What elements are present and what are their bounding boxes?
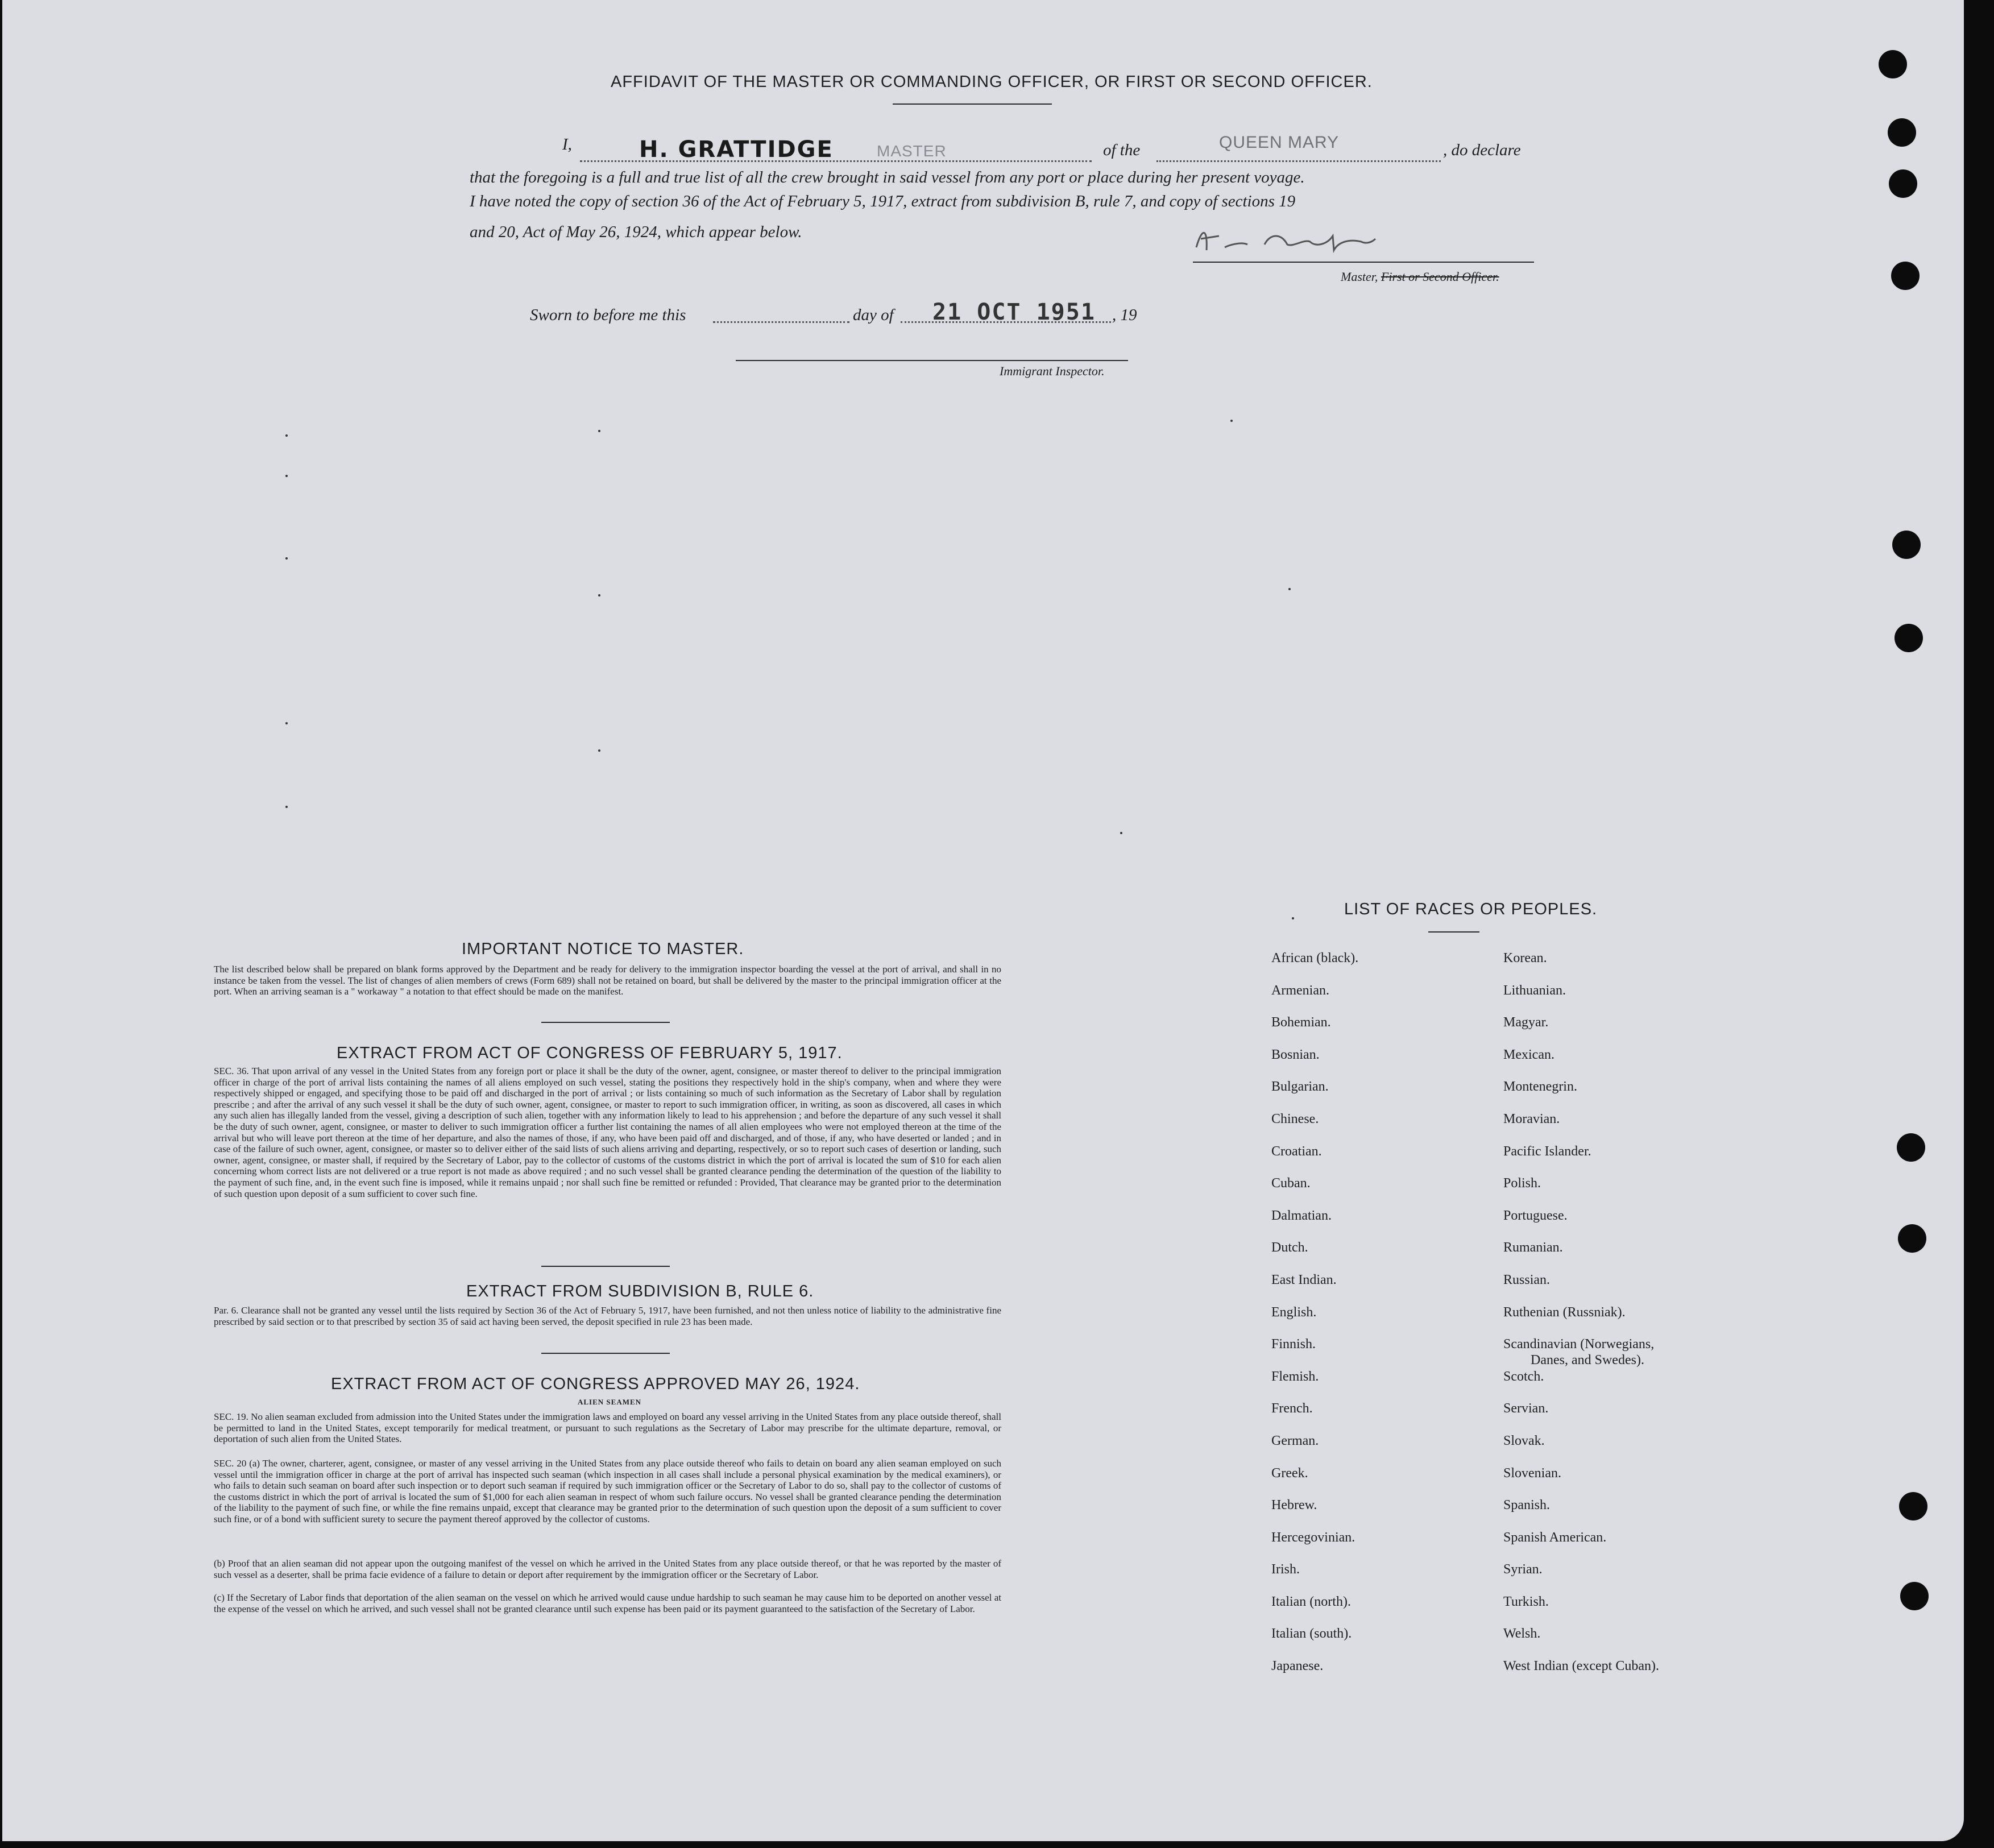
races-left-column [1271, 951, 1358, 1691]
race-item: Magyar. [1503, 1015, 1549, 1030]
binder-hole [1879, 50, 1907, 78]
race-item: Japanese. [1271, 1659, 1324, 1674]
race-item: Lithuanian. [1503, 983, 1566, 998]
race-item: Slovenian. [1503, 1465, 1561, 1481]
race-item: Korean. [1503, 951, 1547, 966]
race-item: English. [1271, 1304, 1317, 1320]
race-item: Bulgarian. [1271, 1079, 1329, 1095]
extract-rule6-text: Par. 6. Clearance shall not be granted any vessel until the lists required by Section 36 of the Act of February 5, 1917, have been furnished, and not then unless notice of liability to the administrative fine prescribed by said section or to that prescribed by section 35 of said act having been served, the deposit specified in rule 23 has been made. [214, 1305, 1001, 1327]
binder-hole [1891, 262, 1920, 290]
race-item: Bohemian. [1271, 1015, 1331, 1030]
title-underline [893, 103, 1052, 105]
extract-1924-sec20b: (b) Proof that an alien seaman did not appear upon the outgoing manifest of the vessel on which he arrived in the United States from any place outside thereof, or that he was reported by the master of such vessel as a deserter, shall be prima facie evidence of a failure to detain or deport after requirement by the immigration officer or the Secretary of Labor. [214, 1558, 1001, 1580]
race-item: Cuban. [1271, 1176, 1311, 1191]
race-item: Dalmatian. [1271, 1208, 1332, 1223]
master-stamp: MASTER [877, 142, 947, 160]
affidavit-line-2: that the foregoing is a full and true list of all the crew brought in said vessel from any port or place during her present voyage. [470, 168, 1305, 187]
binder-hole [1899, 1492, 1927, 1520]
race-item: Ruthenian (Russniak). [1503, 1304, 1626, 1320]
speck [285, 475, 288, 477]
of-the-label: of the [1103, 141, 1141, 159]
binder-hole [1892, 531, 1921, 559]
binder-hole [1898, 1224, 1926, 1253]
race-item: Servian. [1503, 1401, 1549, 1416]
affidavit-line-4: and 20, Act of May 26, 1924, which appear below. [470, 223, 802, 241]
race-item: Rumanian. [1503, 1240, 1563, 1256]
signature-caption: Master, First or Second Officer. [1341, 270, 1499, 284]
affidavit-title: AFFIDAVIT OF THE MASTER OR COMMANDING OFFICER, OR FIRST OR SECOND OFFICER. [611, 73, 1373, 91]
extract-1917-title: EXTRACT FROM ACT OF CONGRESS OF FEBRUARY 5, 1917. [337, 1044, 843, 1062]
signature-line [1193, 262, 1534, 263]
race-item: Portuguese. [1503, 1208, 1568, 1223]
race-item: Scandinavian (Norwegians, [1503, 1337, 1655, 1352]
race-item: Flemish. [1271, 1369, 1319, 1384]
extract-1924-sec20a: SEC. 20 (a) The owner, charterer, agent, consignee, or master of any vessel arriving in the United States from any place outside thereof who fails to detain on board any alien seaman employed on such vessel until the immigration officer in charge at the port of arrival has inspected such seaman (which inspection in all cases shall include a personal physical examination by the medical examiners), or who fails to detain such seaman on board after such inspection or to deport such seaman if required by such immigration officer or the Secretary of Labor to do so, shall pay to the collector of customs of the customs district in which the port of arrival is located the sum of $1,000 for each alien seaman in respect of whom such failure occurs. No vessel shall be granted clearance pending the determination of the liability to the payment of such fine, or while the fine remains unpaid, except that clearance may be granted prior to the determination of such question upon the deposit of a sum sufficient to cover such fine, or of a bond with sufficient surety to secure the payment thereof approved by the collector of customs. [214, 1458, 1001, 1524]
sworn-label: Sworn to before me this [530, 306, 686, 324]
races-right-column [1503, 951, 1659, 1691]
do-declare-label: , do declare [1443, 141, 1521, 159]
race-item: Russian. [1503, 1272, 1551, 1287]
inspector-line [736, 360, 1128, 361]
race-item: Chinese. [1271, 1111, 1319, 1126]
divider [541, 1266, 670, 1267]
race-item: Polish. [1503, 1176, 1541, 1191]
race-item: African (black). [1271, 951, 1359, 966]
race-item: Pacific Islander. [1503, 1143, 1591, 1159]
binder-hole [1888, 118, 1916, 147]
race-item: Mexican. [1503, 1047, 1554, 1062]
speck [285, 557, 288, 560]
speck [1292, 917, 1294, 919]
race-item: Armenian. [1271, 983, 1329, 998]
extract-rule6-title: EXTRACT FROM SUBDIVISION B, RULE 6. [466, 1282, 814, 1300]
divider [541, 1022, 670, 1023]
date-stamp: 21 OCT 1951 [932, 299, 1096, 325]
speck [598, 594, 600, 596]
day-blank [713, 321, 849, 323]
race-item: Italian (north). [1271, 1594, 1351, 1609]
notice-title: IMPORTANT NOTICE TO MASTER. [462, 940, 744, 958]
race-item: Italian (south). [1271, 1626, 1352, 1642]
divider [541, 1353, 670, 1354]
binder-hole [1900, 1582, 1929, 1610]
speck [285, 806, 288, 808]
speck [1120, 832, 1122, 834]
races-title-underline [1428, 931, 1479, 933]
affidavit-line-3: I have noted the copy of section 36 of the Act of February 5, 1917, extract from subdivision B, rule 7, and copy of sections 19 [470, 192, 1296, 210]
race-item: Welsh. [1503, 1626, 1541, 1642]
binder-hole [1894, 624, 1923, 652]
master-signature [1191, 216, 1384, 262]
race-item: Syrian. [1503, 1562, 1543, 1577]
scandinavian-continued: Danes, and Swedes). [1531, 1353, 1644, 1368]
extract-1924-sec19: SEC. 19. No alien seaman excluded from admission into the United States under the immigration laws and employed on board any vessel arriving in the United States from any place outside thereof, shall be permitted to land in the United States, except temporarily for medical treatment, or pursuant to such regulations as the Secretary of Labor may prescribe for the ultimate departure, removal, or deportation of such alien from the United States. [214, 1411, 1001, 1445]
race-item: Spanish American. [1503, 1530, 1607, 1545]
race-item: Finnish. [1271, 1337, 1316, 1352]
speck [285, 434, 288, 437]
speck [598, 430, 600, 432]
race-item: Irish. [1271, 1562, 1300, 1577]
race-item: Bosnian. [1271, 1047, 1320, 1062]
race-item: French. [1271, 1401, 1313, 1416]
extract-1917-text: SEC. 36. That upon arrival of any vessel in the United States from any foreign port or place it shall be the duty of the owner, agent, consignee, or master thereof to deliver to the principal immigration officer in charge of the port of arrival lists containing the names of all aliens employed on such vessel, stating the positions they respectively hold in the ship's company, when and where they were respectively shipped or engaged, and specifying those to be paid off and discharged in the port of arrival ; or lists containing so much of such information as the Secretary of Labor shall by regulation prescribe ; and after the arrival of any such vessel it shall be the duty of such owner, agent, consignee, or master to report to such immigration officer, in writing, as soon as discovered, all cases in which any such alien has illegally landed from the vessel, giving a description of such alien, together with any information likely to lead to his apprehension ; and before the departure of any such vessel it shall be the duty of such owner, agent, consignee, or master to deliver to such immigration officer a further list containing the names of all alien employees who were not employed thereon at the time of the arrival but who will leave port thereon at the time of her departure, and also the names of those, if any, who have been paid off and discharged, and of those, if any, who have deserted or landed ; and in case of the failure of such owner, agent, consignee, or master so to deliver either of the said lists of such aliens arriving and departing, respectively, or so to report such cases of desertion or landing, such owner, agent, consignee, or master shall, if required by the Secretary of Labor, pay to the collector of customs of the customs district in which the port of arrival is located the sum of $10 for each alien concerning whom correct lists are not delivered or a true report is not made as above required ; and no such vessel shall be granted clearance pending the determination of the question of the liability to the payment of such fine, and, in the event such fine is imposed, while it remains unpaid ; nor shall such fine be remitted or refunded : Provided, That clearance may be granted prior to the determination of such question upon deposit of a sum sufficient to cover such fine. [214, 1066, 1001, 1199]
affidavit-line-1: I, [562, 135, 572, 154]
extract-1924-subtitle: ALIEN SEAMEN [578, 1398, 642, 1406]
year-label: , 19 [1112, 306, 1137, 324]
speck [285, 722, 288, 724]
race-item: Scotch. [1503, 1369, 1544, 1384]
vessel-blank [1156, 160, 1441, 162]
extract-1924-sec20c: (c) If the Secretary of Labor finds that deportation of the alien seaman on the vessel on which he arrived would cause undue hardship to such seaman he may cause him to be deported on another vessel at the expense of the vessel on which he arrived, and such vessel shall not be granted clearance until such expense has been paid or its payment guaranteed to the satisfaction of the Secretary of Labor. [214, 1592, 1001, 1614]
master-name: H. GRATTIDGE [639, 136, 834, 163]
binder-hole [1897, 1133, 1925, 1162]
extract-1924-title: EXTRACT FROM ACT OF CONGRESS APPROVED MAY 26, 1924. [331, 1375, 860, 1393]
race-item: Montenegrin. [1503, 1079, 1577, 1095]
speck [1288, 588, 1291, 590]
race-item: East Indian. [1271, 1272, 1337, 1287]
race-item: German. [1271, 1433, 1319, 1448]
race-item: Slovak. [1503, 1433, 1545, 1448]
document-page [2, 0, 1964, 1841]
race-item: Hebrew. [1271, 1498, 1317, 1513]
inspector-caption: Immigrant Inspector. [1000, 364, 1105, 378]
day-of-label: day of [853, 306, 894, 324]
race-item: Turkish. [1503, 1594, 1549, 1609]
races-title: LIST OF RACES OR PEOPLES. [1344, 900, 1598, 918]
binder-hole [1889, 169, 1917, 198]
race-item: Dutch. [1271, 1240, 1308, 1256]
vessel-name: QUEEN MARY [1219, 133, 1340, 152]
race-item: Hercegovinian. [1271, 1530, 1355, 1545]
race-item: Spanish. [1503, 1498, 1551, 1513]
speck [1230, 420, 1233, 422]
notice-text: The list described below shall be prepared on blank forms approved by the Department and be ready for delivery to the immigration inspector boarding the vessel at the port of arrival, and shall in no instance be taken from the vessel. The list of changes of alien members of crews (Form 689) shall not be retained on board, but shall be delivered by the master to the principal immigration officer at the port. When an arriving seaman is a " workaway " a notation to that effect should be made on the manifest. [214, 964, 1001, 997]
race-item: Moravian. [1503, 1111, 1560, 1126]
race-item: West Indian (except Cuban). [1503, 1659, 1659, 1674]
race-item: Greek. [1271, 1465, 1308, 1481]
race-item: Croatian. [1271, 1143, 1322, 1159]
speck [598, 749, 600, 752]
